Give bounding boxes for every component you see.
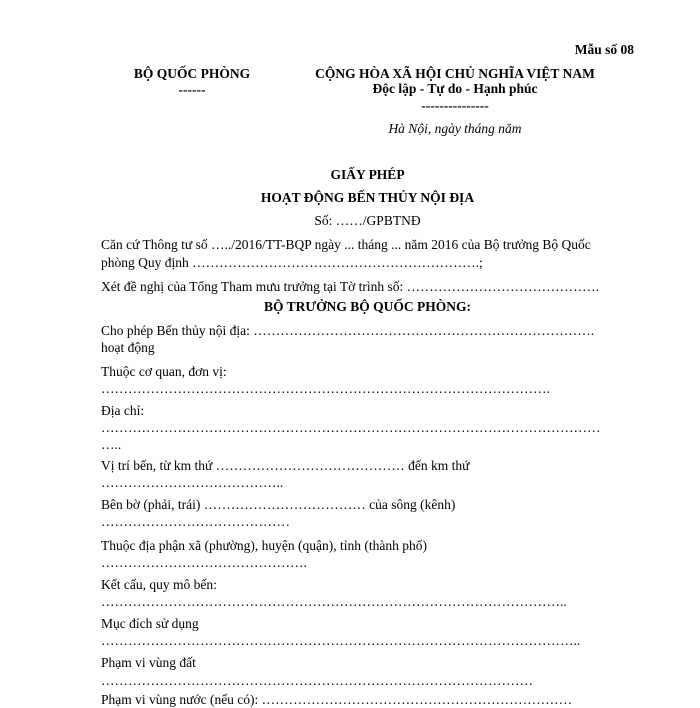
republic-name: CỘNG HÒA XÃ HỘI CHỦ NGHĨA VIỆT NAM — [315, 66, 595, 81]
land-area-label: Phạm vi vùng đất — [101, 655, 196, 670]
motto-rule: --------------- — [421, 98, 489, 113]
permit-line: Cho phép Bến thủy nội địa: …………………………………………………………………. — [101, 323, 595, 338]
position-line: Vị trí bến, từ km thứ …………………………………… đến km thứ — [101, 458, 470, 473]
place-date: Hà Nội, ngày tháng năm — [388, 121, 522, 136]
permit-number: Số: ……/GPBTNĐ — [314, 213, 421, 228]
basis-paragraph-1: Căn cứ Thông tư số …../2016/TT-BQP ngày ... tháng ... năm 2016 của Bộ trưởng Bộ Quốc phòng Quy định ……………………………………………………….; — [101, 237, 591, 270]
address-dots-2: ….. — [101, 437, 122, 452]
address-dots: ………………………………………………………………………………………………… — [101, 420, 601, 435]
agency-dots: ………………………………………………………………………………………. — [101, 381, 550, 396]
ministry-rule: ------ — [178, 82, 206, 97]
structure-label: Kết cấu, quy mô bến: — [101, 577, 217, 592]
admin-area-line: Thuộc địa phận xã (phường), huyện (quận), tỉnh (thành phố) — [101, 538, 427, 553]
purpose-dots: …………………………………………………………………………………………….. — [101, 633, 581, 648]
bank-line: Bên bờ (phải, trái) ……………………………… của sông (kênh) — [101, 497, 456, 512]
document-title: GIẤY PHÉP — [330, 167, 405, 182]
authority-heading: BỘ TRƯỞNG BỘ QUỐC PHÒNG: — [263, 299, 471, 314]
address-label: Địa chỉ: — [101, 403, 145, 418]
purpose-label: Mục đích sử dụng — [101, 616, 199, 631]
structure-dots: ………………………………………………………………………………………….. — [101, 594, 567, 609]
position-line-2: ………………………………….. — [101, 475, 284, 490]
land-area-dots: …………………………………………………………………………………… — [101, 673, 533, 688]
basis-paragraph-2: Xét đề nghị của Tổng Tham mưu trưởng tại Tờ trình số: ……………………………………. — [101, 279, 599, 294]
admin-area-line-2: ………………………………………. — [101, 555, 307, 570]
permit-line-2: hoạt động — [101, 340, 155, 355]
document-subtitle: HOẠT ĐỘNG BẾN THỦY NỘI ĐỊA — [260, 190, 475, 205]
ministry-name: BỘ QUỐC PHÒNG — [133, 66, 251, 81]
agency-label: Thuộc cơ quan, đơn vị: — [101, 364, 227, 379]
water-area-line: Phạm vi vùng nước (nếu có): …………………………………………………………… — [101, 692, 573, 707]
national-motto: Độc lập - Tự do - Hạnh phúc — [372, 81, 538, 96]
bank-line-2: …………………………………… — [101, 514, 290, 529]
form-number: Mẫu số 08 — [574, 42, 634, 57]
